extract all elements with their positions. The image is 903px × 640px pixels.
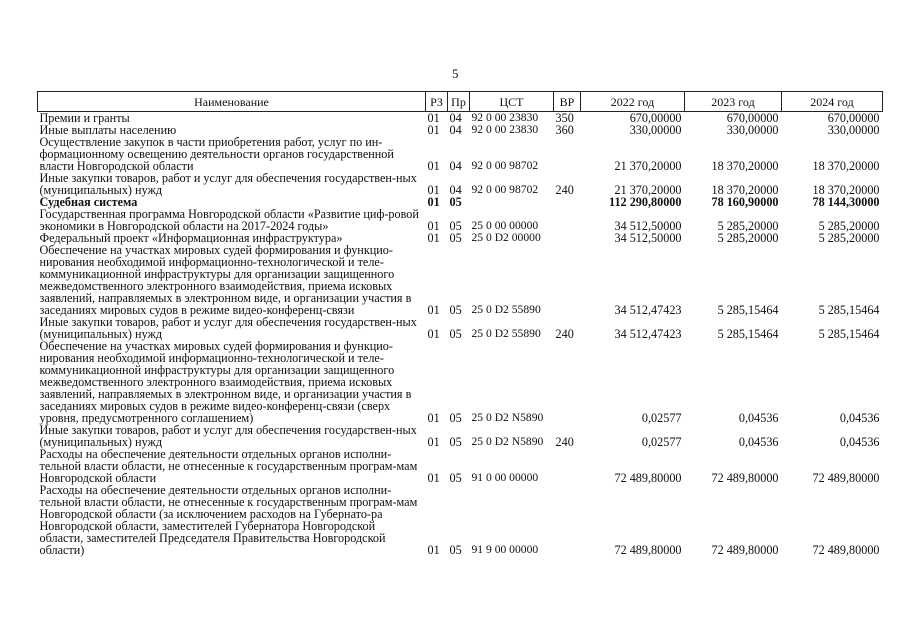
- cell-2023: 72 489,80000: [711, 471, 779, 485]
- cell-pr: 04: [449, 159, 462, 173]
- cell-rz: 01: [427, 543, 440, 557]
- cell-2024: 5 285,15464: [818, 303, 880, 317]
- cell-name: Расходы на обеспечение деятельности отдельных органов исполни-тельной власти области, не отнесенные к государственным програм-мам Новгородской области (за исключением расходов на Губернато-ра Новгородской области, заместителей Губернатора Новгородской области, заместителей Председателя Правительства Новгородской области): [39, 483, 418, 557]
- header-name: Наименование: [38, 92, 426, 112]
- cell-pr: 05: [449, 435, 462, 449]
- cell-rz: 01: [427, 303, 440, 317]
- header-2023: 2023 год: [685, 92, 782, 112]
- header-2024: 2024 год: [782, 92, 883, 112]
- budget-table: [37, 91, 883, 556]
- cell-2022: 21 370,20000: [614, 159, 682, 173]
- table-row: [38, 136, 883, 172]
- cell-2023: 18 370,20000: [711, 159, 779, 173]
- cell-vr: 240: [555, 435, 574, 449]
- cell-2024: 72 489,80000: [812, 543, 880, 557]
- table-body: [38, 112, 883, 557]
- table-row: [38, 448, 883, 484]
- cell-pr: 04: [449, 123, 462, 137]
- table-row: [38, 424, 883, 448]
- cell-rz: 01: [427, 435, 440, 449]
- cell-pr: 05: [449, 327, 462, 341]
- cell-rz: 01: [427, 411, 440, 425]
- cell-rz: 01: [427, 327, 440, 341]
- cell-2023: 670,00000: [726, 111, 779, 125]
- table-row: [38, 316, 883, 340]
- cell-2022: 0,02577: [641, 411, 682, 425]
- cell-cst: 92 0 00 23830: [471, 111, 539, 124]
- cell-vr: [554, 244, 581, 316]
- cell-2024: 670,00000: [827, 111, 880, 125]
- cell-name: Премии и гранты: [39, 111, 130, 125]
- cell-2024: 0,04536: [839, 411, 880, 425]
- cell-2022: 72 489,80000: [614, 543, 682, 557]
- table-row: [38, 208, 883, 232]
- cell-vr: 240: [555, 183, 574, 197]
- cell-vr: [554, 448, 581, 484]
- cell-cst: 25 0 D2 55890: [471, 327, 541, 340]
- cell-2022: 72 489,80000: [614, 471, 682, 485]
- cell-2023: 72 489,80000: [711, 543, 779, 557]
- cell-2022: 670,00000: [629, 111, 682, 125]
- cell-pr: 05: [449, 411, 462, 425]
- cell-2023: 0,04536: [738, 435, 779, 449]
- cell-pr: 05: [449, 231, 462, 245]
- cell-name: Иные закупки товаров, работ и услуг для обеспечения государствен-ных (муниципальных) нужд: [39, 423, 417, 449]
- cell-pr: 05: [449, 471, 462, 485]
- cell-pr: 05: [449, 195, 462, 209]
- cell-2022: 330,00000: [629, 123, 682, 137]
- cell-vr: [554, 340, 581, 424]
- cell-pr: 04: [449, 111, 462, 125]
- cell-2024: 5 285,20000: [818, 219, 880, 233]
- table-row: [38, 340, 883, 424]
- cell-name: Федеральный проект «Информационная инфраструктура»: [39, 231, 343, 245]
- cell-2024: 5 285,15464: [818, 327, 880, 341]
- cell-2022: 34 512,47423: [614, 303, 682, 317]
- cell-2023: 0,04536: [738, 411, 779, 425]
- cell-2022: 112 290,80000: [609, 195, 682, 209]
- table-header-row: [38, 92, 883, 112]
- cell-pr: 05: [449, 543, 462, 557]
- cell-name: Обеспечение на участках мировых судей формирования и функцио-нирования необходимой информационно-технологической и теле-коммуникационной инфраструктуры для организации защищенного межведомственного электронного взаимодействия, приема исковых заявлений, направляемых в электронном виде, и организации участия в заседаниях мировых судов в режиме видео-конференц-связи (сверх уровня, предусмотренного соглашением): [39, 339, 412, 425]
- cell-vr: [554, 232, 581, 244]
- cell-rz: 01: [427, 231, 440, 245]
- cell-cst: [470, 196, 554, 208]
- cell-2022: 34 512,47423: [614, 327, 682, 341]
- header-rz: РЗ: [426, 92, 448, 112]
- cell-vr: 350: [555, 111, 574, 125]
- cell-rz: 01: [427, 123, 440, 137]
- cell-cst: 25 0 00 00000: [471, 219, 539, 232]
- cell-cst: 92 0 00 23830: [471, 123, 539, 136]
- cell-pr: 05: [449, 219, 462, 233]
- cell-2024: 72 489,80000: [812, 471, 880, 485]
- cell-2024: 18 370,20000: [812, 159, 880, 173]
- cell-cst: 25 0 D2 00000: [471, 231, 541, 244]
- cell-name: Иные закупки товаров, работ и услуг для обеспечения государствен-ных (муниципальных) нужд: [39, 171, 417, 197]
- cell-2022: 34 512,50000: [614, 219, 682, 233]
- table-row: [38, 244, 883, 316]
- cell-cst: 25 0 D2 N5890: [471, 435, 544, 448]
- cell-rz: 01: [427, 183, 440, 197]
- cell-2023: 5 285,20000: [717, 231, 779, 245]
- cell-2022: 34 512,50000: [614, 231, 682, 245]
- cell-2023: 5 285,15464: [717, 303, 779, 317]
- cell-2022: 0,02577: [641, 435, 682, 449]
- cell-name: Иные выплаты населению: [39, 123, 177, 137]
- cell-cst: 25 0 D2 N5890: [471, 411, 544, 424]
- cell-2024: 5 285,20000: [818, 231, 880, 245]
- cell-rz: 01: [427, 159, 440, 173]
- header-2022: 2022 год: [581, 92, 685, 112]
- cell-2024: 18 370,20000: [812, 183, 880, 197]
- cell-name: Обеспечение на участках мировых судей формирования и функцио-нирования необходимой информационно-технологической и теле-коммуникационной инфраструктуры для организации защищенного межведомственного электронного взаимодействия, приема исковых заявлений, направляемых в электронном виде, и организации участия в заседаниях мировых судов в режиме видео-конференц-связи: [39, 243, 412, 317]
- cell-name: Судебная система: [39, 195, 138, 209]
- cell-2024: 0,04536: [839, 435, 880, 449]
- header-pr: Пр: [448, 92, 470, 112]
- cell-name: Иные закупки товаров, работ и услуг для обеспечения государствен-ных (муниципальных) нужд: [39, 315, 417, 341]
- cell-cst: 25 0 D2 55890: [471, 303, 541, 316]
- cell-vr: [554, 136, 581, 172]
- table-row: [38, 172, 883, 196]
- cell-2024: 78 144,30000: [812, 195, 880, 209]
- cell-2024: 330,00000: [827, 123, 880, 137]
- cell-2022: 21 370,20000: [614, 183, 682, 197]
- header-cst: ЦСТ: [470, 92, 554, 112]
- cell-2023: 5 285,20000: [717, 219, 779, 233]
- cell-rz: 01: [427, 219, 440, 233]
- cell-cst: 92 0 00 98702: [471, 183, 539, 196]
- cell-2023: 18 370,20000: [711, 183, 779, 197]
- cell-cst: 91 9 00 00000: [471, 543, 539, 556]
- cell-2023: 330,00000: [726, 123, 779, 137]
- cell-2023: 78 160,90000: [711, 195, 779, 209]
- cell-vr: [554, 484, 581, 556]
- cell-name: Осуществление закупок в части приобретения работ, услуг по ин-формационному освещению деятельности органов государственной власти Новгородской области: [39, 135, 394, 173]
- cell-cst: 92 0 00 98702: [471, 159, 539, 172]
- cell-name: Расходы на обеспечение деятельности отдельных органов исполни-тельной власти области, не отнесенные к государственным програм-мам Новгородской области: [39, 447, 418, 485]
- cell-vr: [554, 208, 581, 232]
- cell-vr: 360: [555, 123, 574, 137]
- cell-cst: 91 0 00 00000: [471, 471, 539, 484]
- cell-2023: 5 285,15464: [717, 327, 779, 341]
- cell-pr: 05: [449, 303, 462, 317]
- cell-rz: 01: [427, 195, 440, 209]
- cell-rz: 01: [427, 471, 440, 485]
- cell-vr: [554, 196, 581, 208]
- header-vr: ВР: [554, 92, 581, 112]
- table-row: [38, 484, 883, 556]
- page-number: 5: [452, 66, 459, 81]
- cell-name: Государственная программа Новгородской области «Развитие циф-ровой экономики в Новгородской области на 2017-2024 годы»: [39, 207, 419, 233]
- cell-vr: 240: [555, 327, 574, 341]
- cell-rz: 01: [427, 111, 440, 125]
- cell-pr: 04: [449, 183, 462, 197]
